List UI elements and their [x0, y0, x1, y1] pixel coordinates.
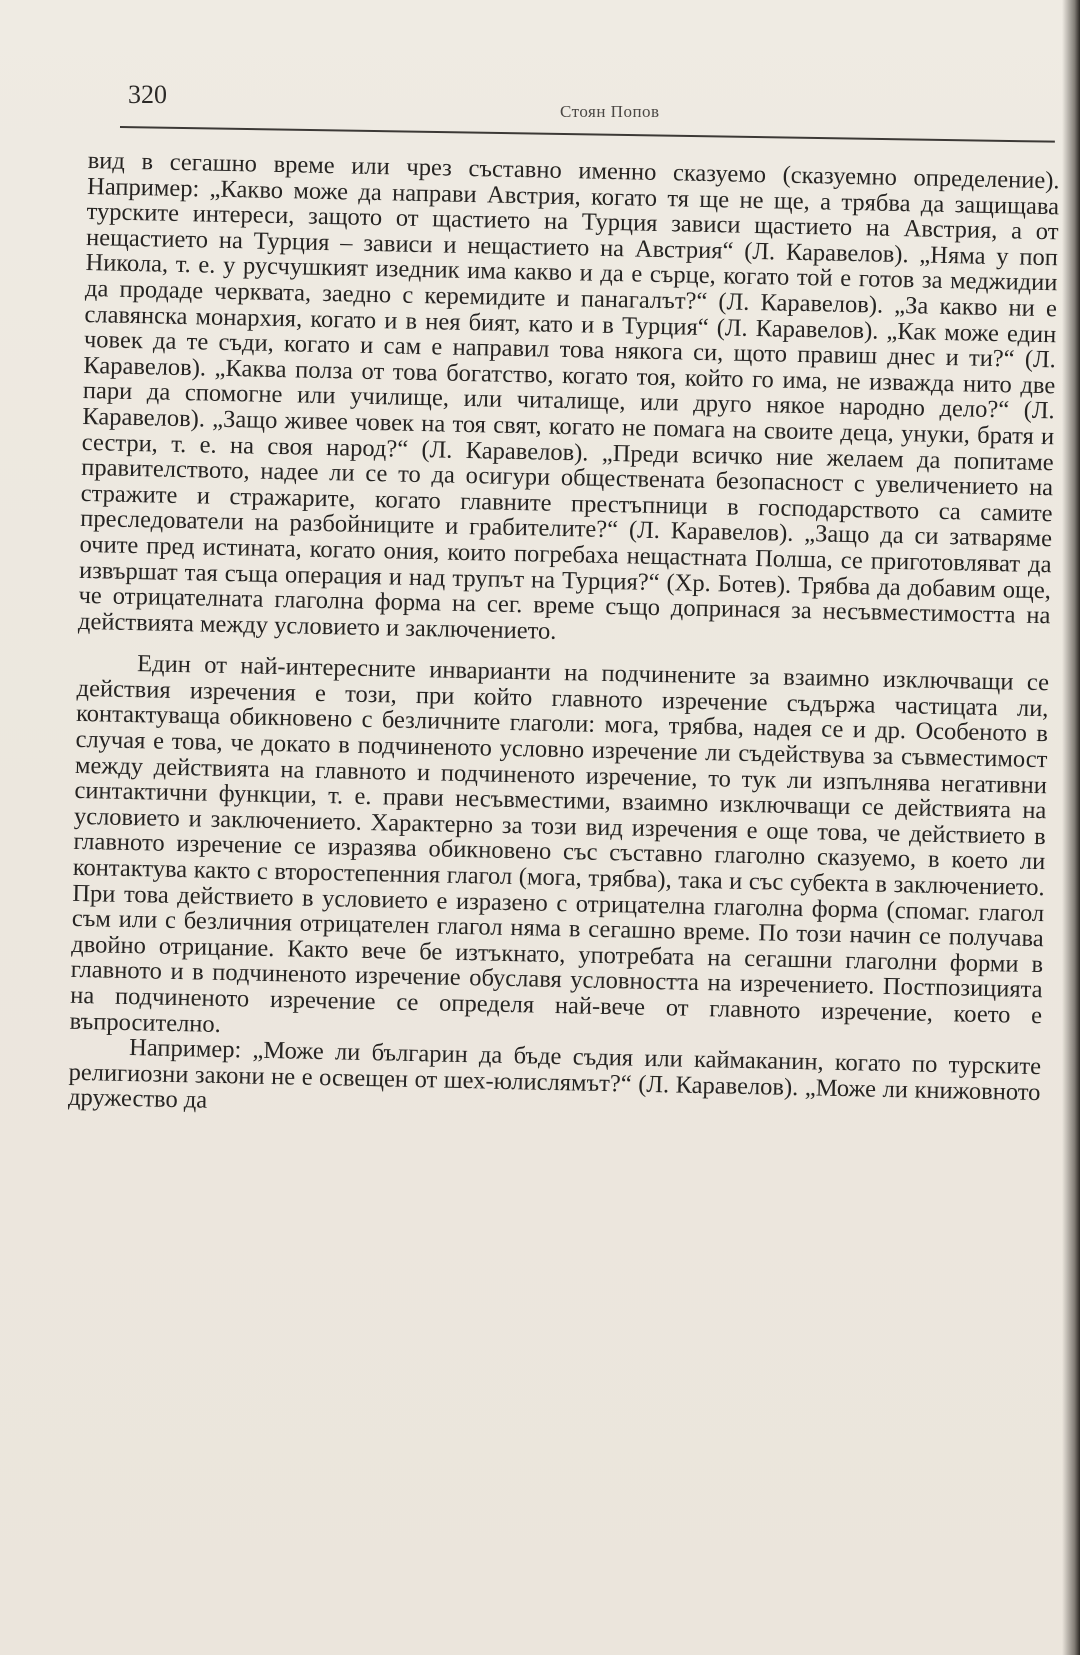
paragraph-invariants: Един от най-интересните инварианти на подчинените за взаимно изключващи се действия изречения е този, при който главното изречение съдържа частицата ли, контактуваща обикновено с безличните глаголи: мога, трябва, надея се и др. Особеното в случая е това, че докато в подчиненото условно изречение ли съдействува за съвместимост между действията на главното и подчиненото изречение, то тук ли изпълнява негативни синтактични функции, т. е. прави несъвместими, взаимно изключващи се действията на условието и заключението. Характерно за този вид изречения е още това, че действието в главното изречение се изразява обикновено със съставно глаголно сказуемо, в което ли контактува както с второстепенния глагол (мога, трябва), така и със субекта в заключението. При това действието в условието е изразено с отрицателна глаголна форма (спомаг. глагол съм или с безличния отрицателен глагол няма в сегашно време. По този начин се получава двойно отрицание. Както вече бе изтъкнато, употребата на сегашни глаголни форми в главното и в подчиненото изречение обуславя условността на изречението. Постпозицията на подчиненото изречение се определя най-вече от главното изречение, което е въпросително.	[69, 650, 1050, 1038]
binding-shadow	[1062, 0, 1080, 1655]
page-number: 320	[128, 80, 167, 109]
page-header	[120, 78, 1055, 128]
paragraph-continuation: вид в сегашно време или чрез съставно именно сказуемо (сказуемно определение). Например: „Какво може да направи Австрия, когато тя ще не ще, а трябва да защищава турските интереси, защото от щастието на Турция зависи щастието на Австрия, а от нещастието на Турция – зависи и нещастието на Австрия“ (Л. Каравелов). „Няма у поп Никола, т. е. у русчушкият изедник има какво и да е сърце, когато той е готов за меджидии да продаде черквата, заедно с керемидите и панагалът?“ (Л. Каравелов). „За какво ни е славянска монархия, когато и в нея бият, като и в Турция“ (Л. Каравелов). „Как може един човек да те съди, когато и сам е направил това някога си, щото правиш днес и ти?“ (Л. Каравелов). „Каква полза от това богатство, когато тоя, който го има, не изважда нито две пари да спомогне или училище, или читалище, или друго някое народно дело?“ (Л. Каравелов). „Защо живее човек на тоя свят, когато не помага на своите деца, унуки, братя и сестри, т. е. на своя народ?“ (Л. Каравелов). „Преди всичко ние желаем да попитаме правителството, надее ли се то да осигури обществената безопасност с увеличението на стражите и стражарите, когато главните престъпници в господарството са самите преследователи на разбойниците и грабителите?“ (Л. Каравелов). „Защо да си затваряме очите пред истината, когато ония, които погребаха нещастната Полша, се приготовляват да извършат тая съща операция и над трупът на Турция?“ (Хр. Ботев). Трябва да добавим още, че отрицателната глаголна форма на сег. време също допринася за несъвместимостта на действията между условието и заключението.	[77, 147, 1060, 645]
header-rule	[120, 126, 1055, 142]
running-head: Стоян Попов	[560, 102, 660, 121]
body-text	[57, 148, 1060, 1655]
paragraph-example: Например: „Може ли българин да бъде съдия или каймаканин, когато по турските религиозни закони не е освещен от шех-юлислямът?“ (Л. Каравелов). „Може ли книжовното дружество да	[67, 1034, 1042, 1115]
